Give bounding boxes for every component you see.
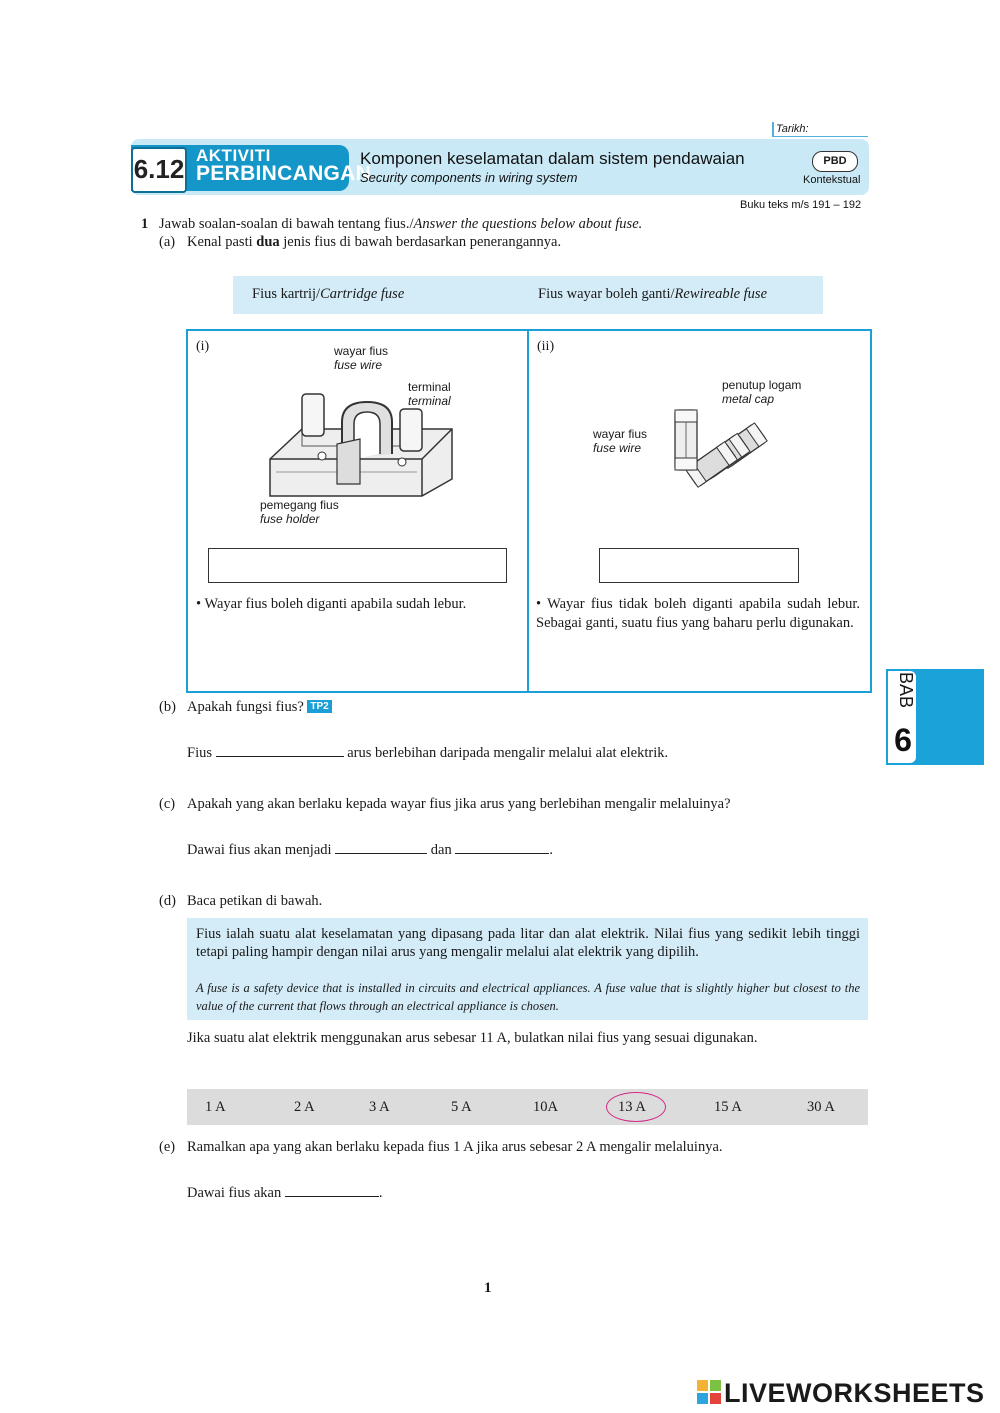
panel-ii-bullet: • Wayar fius tidak boleh diganti apabila sudah lebur. Sebagai ganti, suatu fius yang baharu perlu digunakan. [536, 596, 860, 631]
label-fuse-wire-ii-en: fuse wire [593, 441, 642, 455]
liveworksheets-brand[interactable]: LIVEWORKSHEETS [724, 1378, 985, 1408]
part-b-question [187, 699, 332, 716]
panel-ii-roman: (ii) [537, 339, 555, 354]
part-b-answer-post: arus berlebihan daripada mengalir melalui alat elektrik. [347, 745, 669, 761]
activity-word-1: AKTIVITI [196, 146, 271, 165]
part-a-text [187, 234, 561, 251]
label-fuse-wire-i [334, 344, 388, 372]
part-c-answer-line [187, 839, 553, 859]
answer-input-panel-ii[interactable] [599, 548, 799, 583]
label-fuse-wire-i-en: fuse wire [334, 358, 383, 372]
question-1-text-ms: Jawab soalan-soalan di bawah tentang fius./ [159, 216, 414, 232]
part-c-answer-post: . [549, 842, 553, 858]
part-b-answer-line [187, 742, 668, 762]
date-label: Tarikh: [772, 122, 868, 137]
label-terminal-en: terminal [408, 394, 451, 408]
option-3A[interactable]: 3 A [369, 1099, 390, 1115]
textbook-reference: Buku teks m/s 191 – 192 [740, 199, 862, 211]
label-fuse-wire-ii-ms: wayar fius [593, 427, 648, 441]
part-e-answer-pre: Dawai fius akan [187, 1185, 282, 1201]
cartridge-fuse-illustration [672, 402, 777, 494]
part-e-question: Ramalkan apa yang akan berlaku kepada fius 1 A jika arus sebesar 2 A mengalir melaluinya. [187, 1139, 723, 1155]
label-fuse-wire-ii [593, 427, 647, 455]
part-b-answer-pre: Fius [187, 745, 212, 761]
part-b-answer-blank[interactable] [216, 742, 344, 757]
question-1-text [159, 216, 642, 233]
part-a-label: (a) [159, 234, 176, 250]
fuse-type-2-ms: Fius wayar boleh ganti/ [538, 286, 675, 302]
part-d-label: (d) [159, 893, 176, 909]
fuse-type-cartridge[interactable] [252, 286, 404, 303]
fuse-type-1-en: Cartridge fuse [320, 286, 405, 302]
label-fuse-holder-en: fuse holder [260, 512, 320, 526]
fuse-type-rewireable[interactable] [538, 286, 767, 303]
part-c-answer-mid: dan [430, 842, 452, 858]
chapter-number: 6 [894, 722, 912, 758]
label-fuse-holder-ms: pemegang fius [260, 498, 339, 512]
panel-ii [527, 329, 872, 693]
page-subtitle: Security components in wiring system [360, 170, 578, 185]
option-10A[interactable]: 10A [533, 1099, 558, 1115]
part-c-answer-pre: Dawai fius akan menjadi [187, 842, 332, 858]
part-a-text-pre: Kenal pasti [187, 234, 257, 250]
label-metal-cap-en: metal cap [722, 392, 775, 406]
panel-i-roman: (i) [196, 339, 210, 354]
tp-badge: TP2 [307, 700, 331, 713]
option-15A[interactable]: 15 A [714, 1099, 742, 1115]
page-title: Komponen keselamatan dalam sistem pendawaian [360, 149, 745, 168]
part-b-question-text: Apakah fungsi fius? [187, 699, 304, 715]
option-2A[interactable]: 2 A [294, 1099, 315, 1115]
passage-ms: Fius ialah suatu alat keselamatan yang dipasang pada litar dan alat elektrik. Nilai fius yang sedikit lebih tinggi tetapi paling hampir dengan nilai arus yang mengalir melalui alat elektrik yang dipilih. [196, 926, 860, 960]
question-number: 1 [141, 216, 149, 232]
panel-ii-bullet-text: Wayar fius tidak boleh diganti apabila sudah lebur. Sebagai ganti, suatu fius yang baharu perlu digunakan. [536, 596, 860, 631]
option-13A[interactable]: 13 A [618, 1099, 646, 1115]
part-e-answer-line [187, 1182, 382, 1202]
option-30A[interactable]: 30 A [807, 1099, 835, 1115]
option-5A[interactable]: 5 A [451, 1099, 472, 1115]
liveworksheets-logo-icon [697, 1380, 721, 1404]
part-c-label: (c) [159, 796, 176, 812]
part-b-label: (b) [159, 699, 176, 715]
answer-input-panel-i[interactable] [208, 548, 507, 583]
label-terminal [408, 380, 451, 408]
activity-number: 6.12 [131, 147, 187, 193]
part-e-answer-blank[interactable] [285, 1182, 379, 1197]
question-1-text-en: Answer the questions below about fuse. [413, 216, 643, 232]
options-bar [187, 1089, 868, 1125]
option-1A[interactable]: 1 A [205, 1099, 226, 1115]
activity-word-2: PERBINCANGAN [196, 162, 372, 185]
label-metal-cap [722, 378, 801, 406]
part-e-answer-post: . [378, 1185, 383, 1201]
passage-en: A fuse is a safety device that is installed in circuits and electrical appliances. A fuse value that is slightly higher but closest to the value of the current that flows through an electrical appliance is chosen. [196, 981, 860, 1013]
part-d-question: Jika suatu alat elektrik menggunakan arus sebesar 11 A, bulatkan nilai fius yang sesuai digunakan. [187, 1030, 758, 1046]
chapter-word: BAB [896, 672, 916, 709]
panel-i-bullet: • Wayar fius boleh diganti apabila sudah lebur. [196, 596, 467, 612]
label-fuse-holder [260, 498, 339, 526]
pbd-badge: PBD [812, 151, 858, 172]
part-a-text-bold: dua [256, 234, 280, 250]
part-d-instruction: Baca petikan di bawah. [187, 893, 323, 909]
fuse-type-2-en: Rewireable fuse [674, 286, 768, 302]
part-c-answer-blank-1[interactable] [335, 839, 427, 854]
label-terminal-ms: terminal [408, 380, 451, 394]
fuse-type-1-ms: Fius kartrij/ [252, 286, 321, 302]
panel-i-bullet-text: Wayar fius boleh diganti apabila sudah lebur. [204, 596, 467, 612]
part-c-question: Apakah yang akan berlaku kepada wayar fius jika arus yang berlebihan mengalir melaluinya? [187, 796, 731, 812]
part-c-answer-blank-2[interactable] [455, 839, 549, 854]
pbd-type: Kontekstual [803, 174, 861, 186]
part-a-text-post: jenis fius di bawah berdasarkan penerangannya. [279, 234, 562, 250]
page-number: 1 [484, 1280, 492, 1296]
label-metal-cap-ms: penutup logam [722, 378, 802, 392]
label-fuse-wire-i-ms: wayar fius [334, 344, 389, 358]
part-e-label: (e) [159, 1139, 176, 1155]
